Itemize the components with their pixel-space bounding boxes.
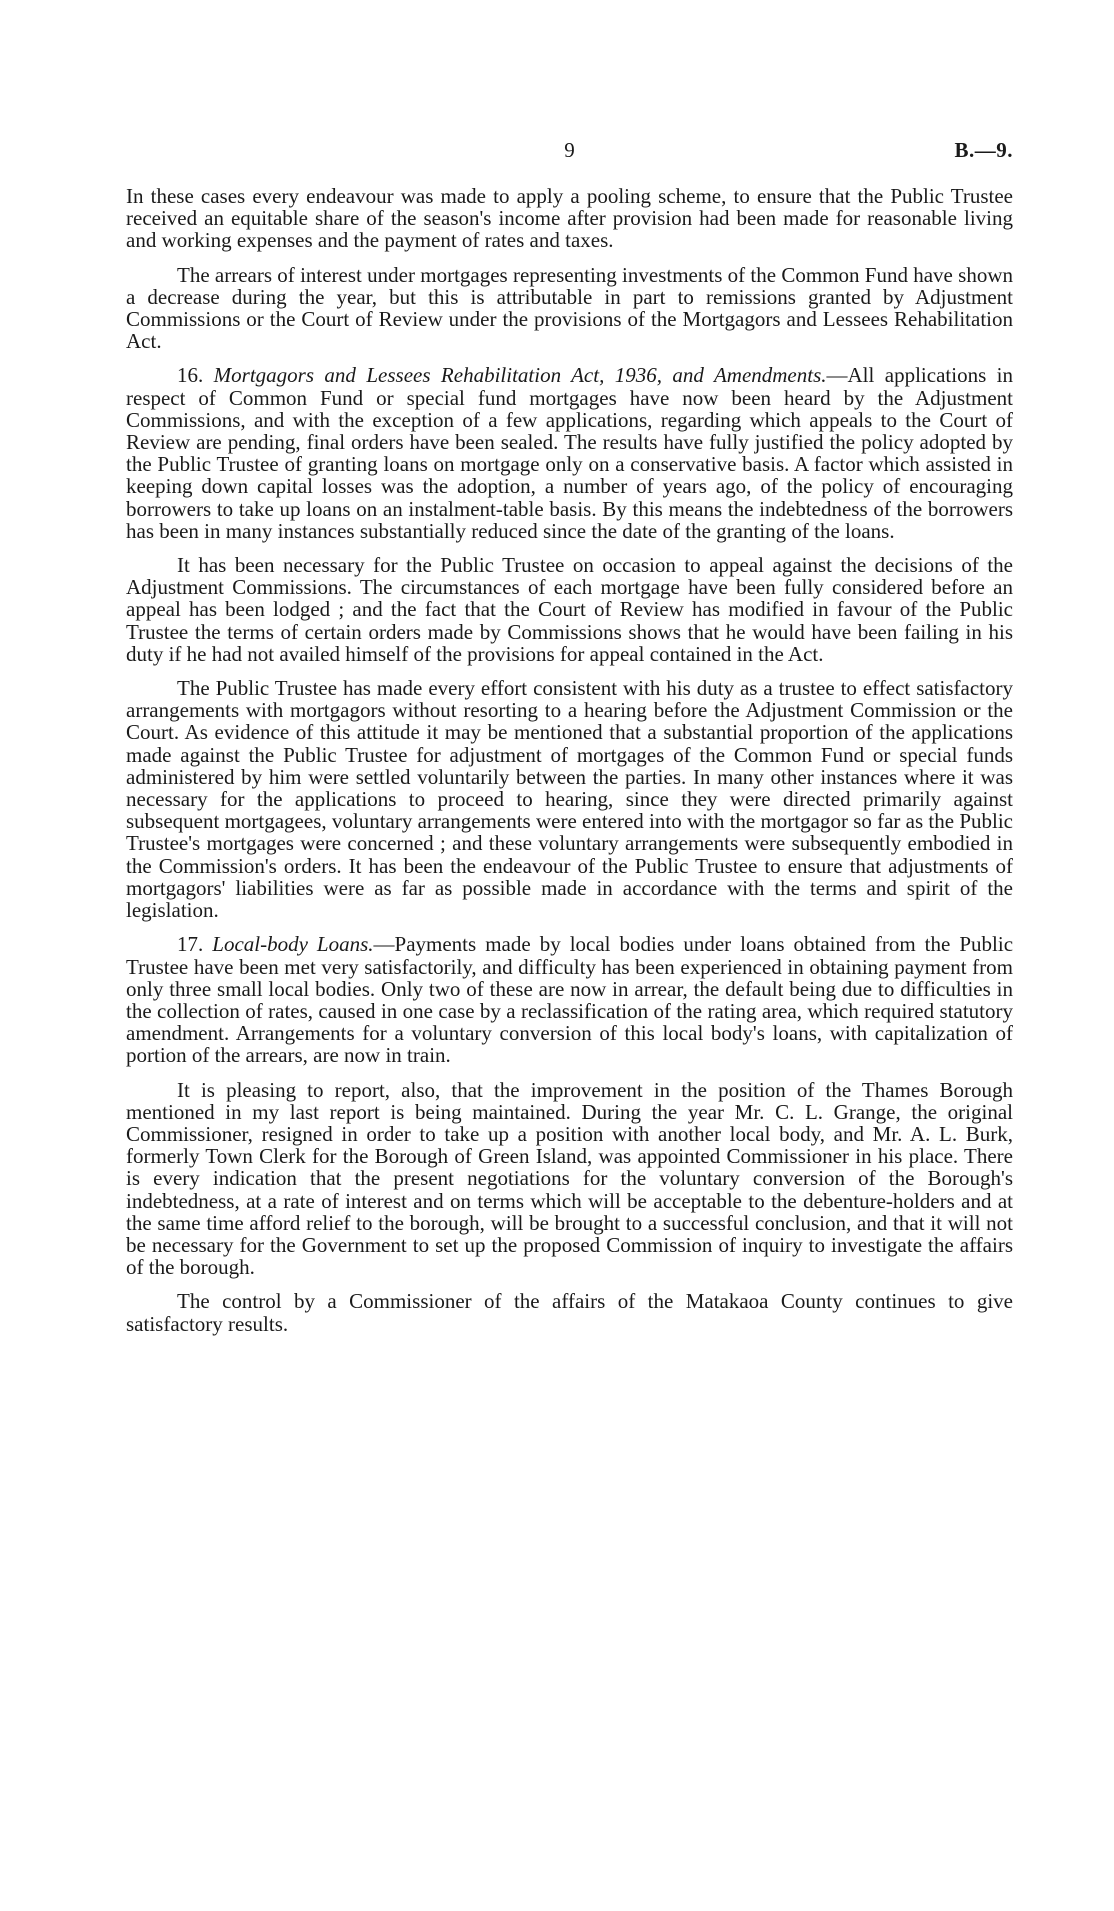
paragraph-pooling-scheme bbox=[126, 185, 1013, 252]
paragraph-text: —All applications in respect of Common Fund or special fund mortgages have now been heard by the Adjustment Commissions, and with the exception of a few applications, regarding which appeals to the Court of Review are pending, final orders have been sealed. The results have fully justified the policy adopted by the Public Trustee of granting loans on mortgage only on a conservative basis. A factor which assisted in keeping down capital losses was the adoption, a number of years ago, of the policy of encouraging borrowers to take up loans on an instalment-table basis. By this means the indebtedness of the borrowers has been in many instances substantially reduced since the date of the granting of the loans. bbox=[126, 363, 1013, 543]
paragraph-arrears-of-interest bbox=[126, 264, 1013, 353]
section-title: Local-body Loans. bbox=[212, 932, 374, 957]
paragraph-matakaoa-county bbox=[126, 1290, 1013, 1334]
paragraph-text: In these cases every endeavour was made to apply a pooling scheme, to ensure that the Public Trustee received an equitable share of the season's income after provision had been made for reasonable living and working expenses and the payment of rates and taxes. bbox=[126, 184, 1013, 253]
paragraph-text: It is pleasing to report, also, that the improvement in the position of the Thames Borough mentioned in my last report is being maintained. During the year Mr. C. L. Grange, the original Commissioner, resigned in order to take up a position with another local body, and Mr. A. L. Burk, formerly Town Clerk for the Borough of Green Island, was appointed Commissioner in his place. There is every indication that the present negotiations for the voluntary conversion of the Borough's indebtedness, at a rate of interest and on terms which will be acceptable to the debenture-holders and at the same time afford relief to the borough, will be brought to a successful conclusion, and that it will not be necessary for the Government to set up the proposed Commission of inquiry to investigate the affairs of the borough. bbox=[126, 1077, 1013, 1280]
page-number: 9 bbox=[564, 138, 575, 162]
body-text bbox=[126, 185, 1013, 1347]
section-number: 17. bbox=[177, 932, 204, 957]
page-header bbox=[126, 138, 1013, 168]
section-16-paragraph bbox=[126, 364, 1013, 542]
paragraph-thames-borough bbox=[126, 1079, 1013, 1279]
section-number: 16. bbox=[177, 363, 204, 388]
section-17-paragraph bbox=[126, 933, 1013, 1066]
document-reference: B.—9. bbox=[954, 138, 1013, 162]
paragraph-appeals bbox=[126, 554, 1013, 665]
section-title: Mortgagors and Lessees Rehabilitation Act, 1936, and Amendments. bbox=[213, 363, 827, 388]
paragraph-text: —Payments made by local bodies under loans obtained from the Public Trustee have been met very satisfactorily, and difficulty has been experienced in obtaining payment from only three small local bodies. Only two of these are now in arrear, the default being due to difficulties in the collection of rates, caused in one case by a reclassification of the rating area, which required statutory amendment. Arrangements for a voluntary conversion of this local body's loans, with capitalization of portion of the arrears, are now in train. bbox=[126, 932, 1014, 1068]
paragraph-voluntary-arrangements bbox=[126, 677, 1013, 921]
paragraph-text: The control by a Commissioner of the affairs of the Matakaoa County continues to give satisfactory results. bbox=[126, 1289, 1013, 1336]
paragraph-text: The Public Trustee has made every effort consistent with his duty as a trustee to effect satisfactory arrangements with mortgagors without resorting to a hearing before the Adjustment Commission or the Court. As evidence of this attitude it may be mentioned that a substantial proportion of the applications made against the Public Trustee for adjustment of mortgages of the Common Fund or special funds administered by him were settled voluntarily between the parties. In many other instances where it was necessary for the applications to proceed to hearing, since they were directed primarily against subsequent mortgagees, voluntary arrangements were entered into with the mortgagor so far as the Public Trustee's mortgages were concerned ; and these voluntary arrangements were subsequently embodied in the Commission's orders. It has been the endeavour of the Public Trustee to ensure that adjustments of mortgagors' liabilities were as far as possible made in accordance with the terms and spirit of the legislation. bbox=[126, 676, 1013, 923]
paragraph-text: The arrears of interest under mortgages representing investments of the Common Fund have shown a decrease during the year, but this is attributable in part to remissions granted by Adjustment Commissions or the Court of Review under the provisions of the Mortgagors and Lessees Rehabilitation Act. bbox=[126, 262, 1013, 354]
paragraph-text: It has been necessary for the Public Trustee on occasion to appeal against the decisions of the Adjustment Commissions. The circumstances of each mortgage have been fully considered before an appeal has been lodged ; and the fact that the Court of Review has modified in favour of the Public Trustee the terms of certain orders made by Commissions shows that he would have been failing in his duty if he had not availed himself of the provisions for appeal contained in the Act. bbox=[126, 553, 1013, 666]
